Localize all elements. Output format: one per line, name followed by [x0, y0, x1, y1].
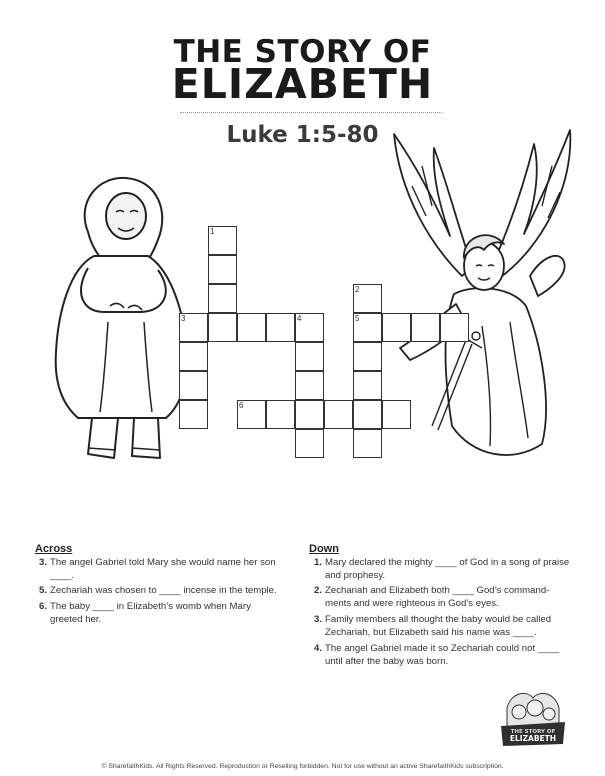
down-clue-3 — [313, 613, 570, 639]
across-clue-5 — [38, 584, 285, 597]
clue-number: 3. — [313, 614, 322, 625]
crossword-cell[interactable] — [353, 429, 382, 458]
clue-text: The baby ____ in Elizabeth’s womb when Mary greeted her. — [50, 601, 251, 625]
clue-number: 2. — [313, 585, 322, 596]
across-clue-3 — [38, 556, 285, 582]
badge-line2: ELIZABETH — [509, 734, 557, 743]
story-badge-logo — [497, 688, 569, 750]
crossword-cell[interactable] — [266, 313, 295, 342]
down-clue-4 — [313, 642, 570, 668]
grid-number-6: 6 — [239, 401, 244, 410]
scripture-reference: Luke 1:5-80 — [226, 122, 379, 148]
crossword-cell[interactable] — [179, 371, 208, 400]
across-heading: Across — [35, 543, 73, 555]
clue-number: 1. — [313, 557, 322, 568]
clue-text: The angel Gabriel told Mary she would name her son ____. — [50, 557, 276, 581]
down-clue-2 — [313, 584, 570, 610]
crossword-cell[interactable] — [179, 400, 208, 429]
clue-text: Mary declared the mighty ____ of God in a song of praise and prophesy. — [325, 557, 570, 581]
grid-number-1: 1 — [210, 227, 215, 236]
crossword-cell[interactable] — [208, 255, 237, 284]
badge-line1: THE STORY OF — [510, 729, 556, 735]
crossword-cell[interactable] — [353, 371, 382, 400]
crossword-cell[interactable] — [382, 313, 411, 342]
page-title-line2: ELIZABETH — [171, 60, 434, 108]
crossword-cell[interactable] — [295, 371, 324, 400]
copyright-footer: © SharefaithKids. All Rights Reserved. Reproduction or Reselling forbidden. Not for use without an active SharefaithKids subscription. — [101, 763, 504, 770]
clue-text: Zechariah and Elizabeth both ____ God’s command-ments and were righteous in God’s eyes. — [325, 585, 550, 609]
clue-number: 5. — [38, 585, 47, 596]
crossword-cell[interactable] — [295, 400, 324, 429]
crossword-cell[interactable] — [208, 313, 237, 342]
crossword-cell[interactable] — [208, 284, 237, 313]
grid-number-2: 2 — [355, 285, 360, 294]
angel-gabriel-illustration — [392, 126, 582, 470]
crossword-cell[interactable] — [382, 400, 411, 429]
clue-text: Family members all thought the baby would be called Zechariah, but Elizabeth said his name was ____. — [325, 614, 552, 638]
crossword-cell[interactable] — [179, 342, 208, 371]
clue-number: 6. — [38, 601, 47, 612]
page-title-line1: THE STORY OF — [173, 34, 432, 70]
grid-number-3: 3 — [181, 314, 186, 323]
down-heading: Down — [309, 543, 339, 555]
clue-text: Zechariah was chosen to ____ incense in the temple. — [50, 585, 277, 596]
crossword-cell[interactable] — [411, 313, 440, 342]
grid-number-4: 4 — [297, 314, 302, 323]
across-clue-6 — [38, 600, 285, 626]
down-clue-1 — [313, 556, 570, 582]
clue-text: The angel Gabriel made it so Zechariah could not ____ until after the baby was born. — [325, 643, 560, 667]
crossword-cell[interactable] — [295, 429, 324, 458]
clue-number: 3. — [38, 557, 47, 568]
crossword-cell[interactable] — [237, 313, 266, 342]
crossword-cell[interactable] — [295, 342, 324, 371]
clue-number: 4. — [313, 643, 322, 654]
crossword-cell[interactable] — [324, 400, 353, 429]
title-divider — [180, 112, 442, 113]
crossword-cell[interactable] — [353, 400, 382, 429]
grid-number-5: 5 — [355, 314, 360, 323]
crossword-cell[interactable] — [353, 342, 382, 371]
crossword-cell[interactable] — [266, 400, 295, 429]
elizabeth-illustration — [48, 172, 196, 468]
crossword-cell[interactable] — [440, 313, 469, 342]
